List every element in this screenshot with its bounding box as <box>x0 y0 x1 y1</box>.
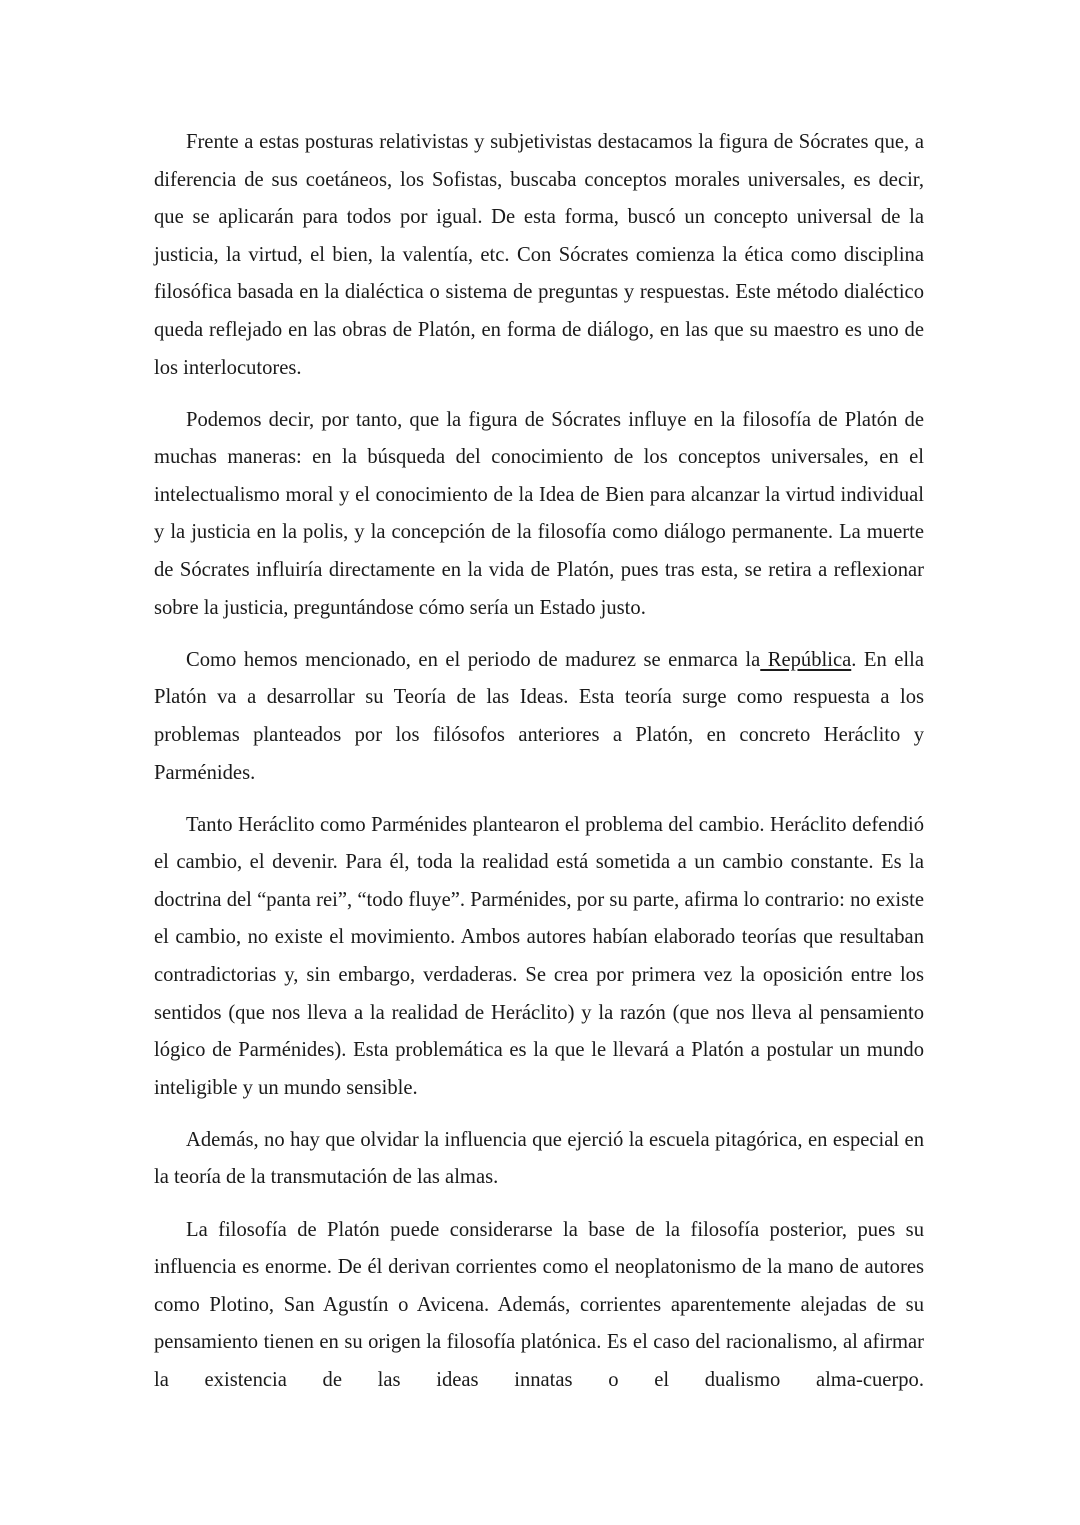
paragraph-republica-rest: . En ella Platón va a desarrollar su Teoría de las Ideas. Esta teoría surge como respuesta a los problemas planteados por los filósofos anteriores a Platón, en concreto Heráclito y Parménides. <box>154 648 925 784</box>
paragraph-republica-intro: Como hemos mencionado, en el periodo de madurez se enmarca la <box>186 648 761 671</box>
document-page <box>154 124 924 1414</box>
republica-title: República <box>760 648 852 671</box>
paragraph-heraclito-parmenides: Tanto Heráclito como Parménides plantearon el problema del cambio. Heráclito defendió el cambio, el devenir. Para él, toda la realidad está sometida a un cambio constante. Es la doctrina del “panta rei”, “todo fluye”. Parménides, por su parte, afirma lo contrario: no existe el cambio, no existe el movimiento. Ambos autores habían elaborado teorías que resultaban contradictorias y, sin embargo, verdaderas. Se crea por primera vez la oposición entre los sentidos (que nos lleva a la realidad de Heráclito) y la razón (que nos lleva al pensamiento lógico de Parménides). Esta problemática es la que le llevará a Platón a postular un mundo inteligible y un mundo sensible. <box>154 813 924 1099</box>
paragraph-platon-influence: La filosofía de Platón puede considerarse la base de la filosofía posterior, pues su influencia es enorme. De él derivan corrientes como el neoplatonismo de la mano de autores como Plotino, San Agustín o Avicena. Además, corrientes aparentemente alejadas de su pensamiento tienen en su origen la filosofía platónica. Es el caso del racionalismo, al afirmar la existencia de las ideas innatas o el dualismo alma-cuerpo. <box>154 1218 924 1391</box>
paragraph-pitagorica: Además, no hay que olvidar la influencia que ejerció la escuela pitagórica, en especial en la teoría de la transmutación de las almas. <box>154 1128 924 1189</box>
paragraph-socrates: Frente a estas posturas relativistas y subjetivistas destacamos la figura de Sócrates que, a diferencia de sus coetáneos, los Sofistas, buscaba conceptos morales universales, es decir, que se aplicarán para todos por igual. De esta forma, buscó un concepto universal de la justicia, la virtud, el bien, la valentía, etc. Con Sócrates comienza la ética como disciplina filosófica basada en la dialéctica o sistema de preguntas y respuestas. Este método dialéctico queda reflejado en las obras de Platón, en forma de diálogo, en las que su maestro es uno de los interlocutores. <box>154 131 924 379</box>
paragraph-republica <box>154 642 924 792</box>
paragraph-socrates-influence: Podemos decir, por tanto, que la figura de Sócrates influye en la filosofía de Platón de muchas maneras: en la búsqueda del conocimiento de los conceptos universales, en el intelectualismo moral y el conocimiento de la Idea de Bien para alcanzar la virtud individual y la justicia en la polis, y la concepción de la filosofía como diálogo permanente. La muerte de Sócrates influiría directamente en la vida de Platón, pues tras esta, se retira a reflexionar sobre la justicia, preguntándose cómo sería un Estado justo. <box>154 408 924 619</box>
